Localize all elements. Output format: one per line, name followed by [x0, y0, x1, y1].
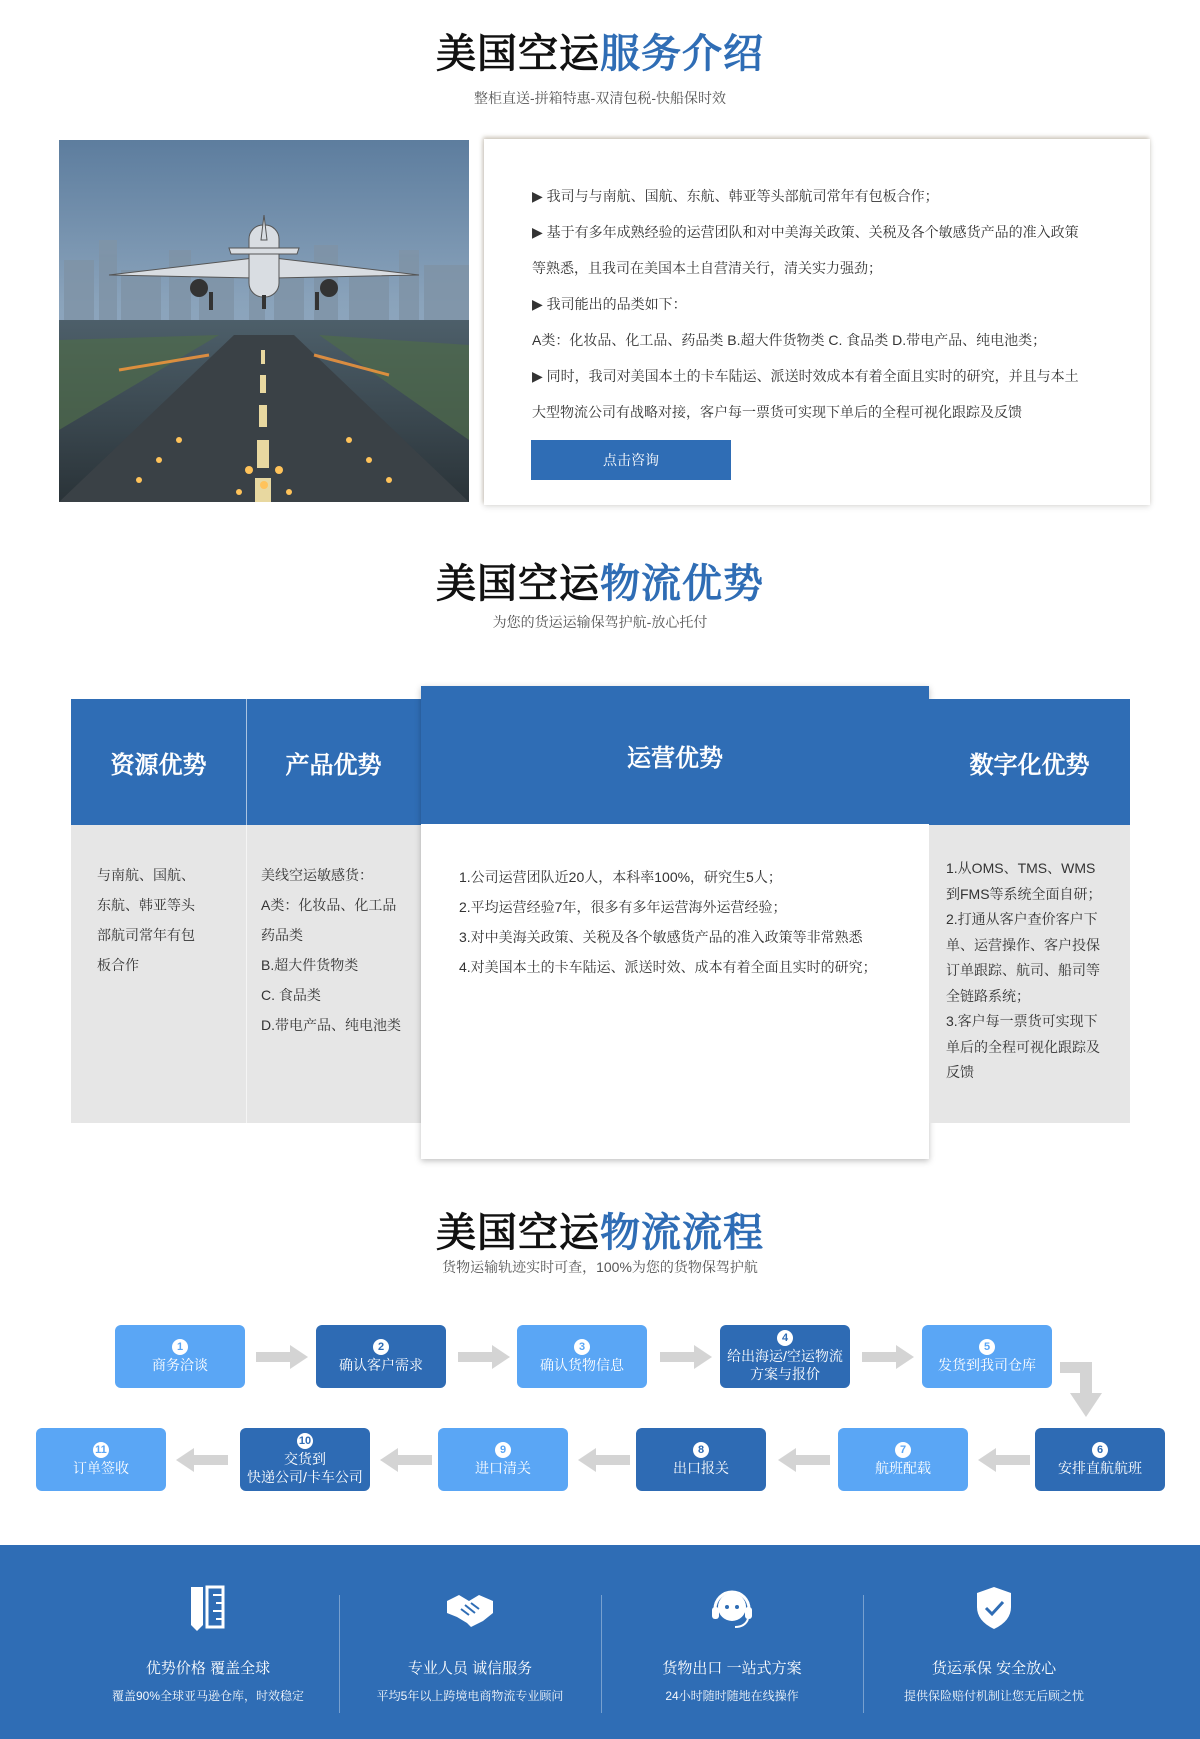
feature-export: 货物出口 一站式方案 24小时随时随地在线操作: [601, 1545, 863, 1739]
operation-advantage-card: [421, 686, 929, 1159]
process-subtitle: 货物运输轨迹实时可查，100%为您的货物保驾护航: [442, 1259, 758, 1275]
intro-text-panel: [484, 139, 1150, 505]
arrow-right-icon: [458, 1345, 510, 1369]
feature-price: 优势价格 覆盖全球 覆盖90%全球亚马逊仓库，时效稳定: [77, 1545, 339, 1739]
feature-service: 专业人员 诚信服务 平均5年以上跨境电商物流专业顾问: [339, 1545, 601, 1739]
arrow-right-icon: [660, 1345, 712, 1369]
intro-line: A类：化妆品、化工品、药品类 B.超大件货物类 C. 食品类 D.带电产品、纯电池类；: [532, 332, 1047, 348]
arrow-left-icon: [380, 1448, 432, 1472]
arrow-left-icon: [578, 1448, 630, 1472]
features-footer: [0, 1545, 1200, 1739]
arrow-left-icon: [778, 1448, 830, 1472]
intro-line: 大型物流公司有战略对接，客户每一票货可实现下单后的全程可视化跟踪及反馈: [532, 404, 1022, 420]
intro-subtitle: 整柜直送-拼箱特惠-双清包税-快船保时效: [474, 90, 726, 106]
operation-advantage-text: 1.公司运营团队近20人，本科率100%，研究生5人； 2.平均运营经验7年，很多有多年运营海外运营经验； 3.对中美海关政策、关税及各个敏感货产品的准入政策等非常熟悉 4.对美国本土的卡车陆运、派送时效、成本有着全面且实时的研究；: [459, 869, 877, 975]
advantages-title: 美国空运物流优势: [436, 562, 764, 606]
resource-advantage-header: 资源优势: [71, 699, 246, 825]
shield-check-icon: [969, 1583, 1019, 1633]
headset-icon: [707, 1583, 757, 1633]
digital-advantage-header: 数字化优势: [929, 699, 1130, 825]
column-divider: [246, 699, 247, 1123]
feature-insurance: 货运承保 安全放心 提供保险赔付机制让您无后顾之忧: [863, 1545, 1125, 1739]
intro-line: ▶ 同时，我司对美国本土的卡车陆运、派送时效成本有着全面且实时的研究，并且与本土: [532, 368, 1079, 384]
resource-advantage-text: 与南航、国航、 东航、韩亚等头 部航司常年有包 板合作: [97, 867, 195, 973]
airplane-landing-photo: [59, 140, 469, 502]
process-title: 美国空运物流流程: [436, 1211, 764, 1255]
product-advantage-header: 产品优势: [246, 699, 421, 825]
intro-line: ▶ 我司与与南航、国航、东航、韩亚等头部航司常年有包板合作；: [532, 188, 939, 204]
operation-advantage-header: 运营优势: [421, 686, 929, 824]
product-advantage-text: 美线空运敏感货： A类：化妆品、化工品 药品类 B.超大件货物类 C. 食品类 D.带电产品、纯电池类: [261, 867, 401, 1033]
arrow-left-icon: [176, 1448, 228, 1472]
advantages-left-block: [71, 699, 421, 1123]
handshake-icon: [445, 1583, 495, 1633]
process-step-6: 6 安排直航航班: [1035, 1428, 1165, 1491]
process-step-9: 9 进口清关: [438, 1428, 568, 1491]
digital-advantage-text: 1.从OMS、TMS、WMS 到FMS等系统全面自研； 2.打通从客户查价客户下 单、运营操作、客户投保 订单跟踪、航司、船司等 全链路系统； 3.客户每一票货可实现下 单后的全程可视化跟踪及 反馈: [946, 860, 1102, 1080]
advantages-subtitle: 为您的货运运输保驾护航-放心托付: [492, 614, 708, 630]
intro-line: ▶ 基于有多年成熟经验的运营团队和对中美海关政策、关税及各个敏感货产品的准入政策: [532, 224, 1079, 240]
arrow-left-icon: [978, 1448, 1030, 1472]
process-step-11: 11 订单签收: [36, 1428, 166, 1491]
arrow-right-icon: [256, 1345, 308, 1369]
digital-advantage-block: [929, 699, 1130, 1123]
consult-button[interactable]: 点击咨询: [531, 440, 731, 480]
process-step-2: 2 确认客户需求: [316, 1325, 446, 1388]
process-step-10: 10 交货到 快递公司/卡车公司: [240, 1428, 370, 1491]
intro-line: ▶ 我司能出的品类如下：: [532, 296, 687, 312]
price-tag-icon: [183, 1583, 233, 1633]
process-step-7: 7 航班配载: [838, 1428, 968, 1491]
arrow-down-bend-icon: [1060, 1357, 1112, 1419]
process-step-1: 1 商务洽谈: [115, 1325, 245, 1388]
intro-title: 美国空运服务介绍: [436, 32, 764, 76]
process-step-4: 4 给出海运/空运物流 方案与报价: [720, 1325, 850, 1388]
process-step-8: 8 出口报关: [636, 1428, 766, 1491]
process-step-3: 3 确认货物信息: [517, 1325, 647, 1388]
arrow-right-icon: [862, 1345, 914, 1369]
intro-line: 等熟悉，且我司在美国本土自营清关行，清关实力强劲；: [532, 260, 882, 276]
process-step-5: 5 发货到我司仓库: [922, 1325, 1052, 1388]
